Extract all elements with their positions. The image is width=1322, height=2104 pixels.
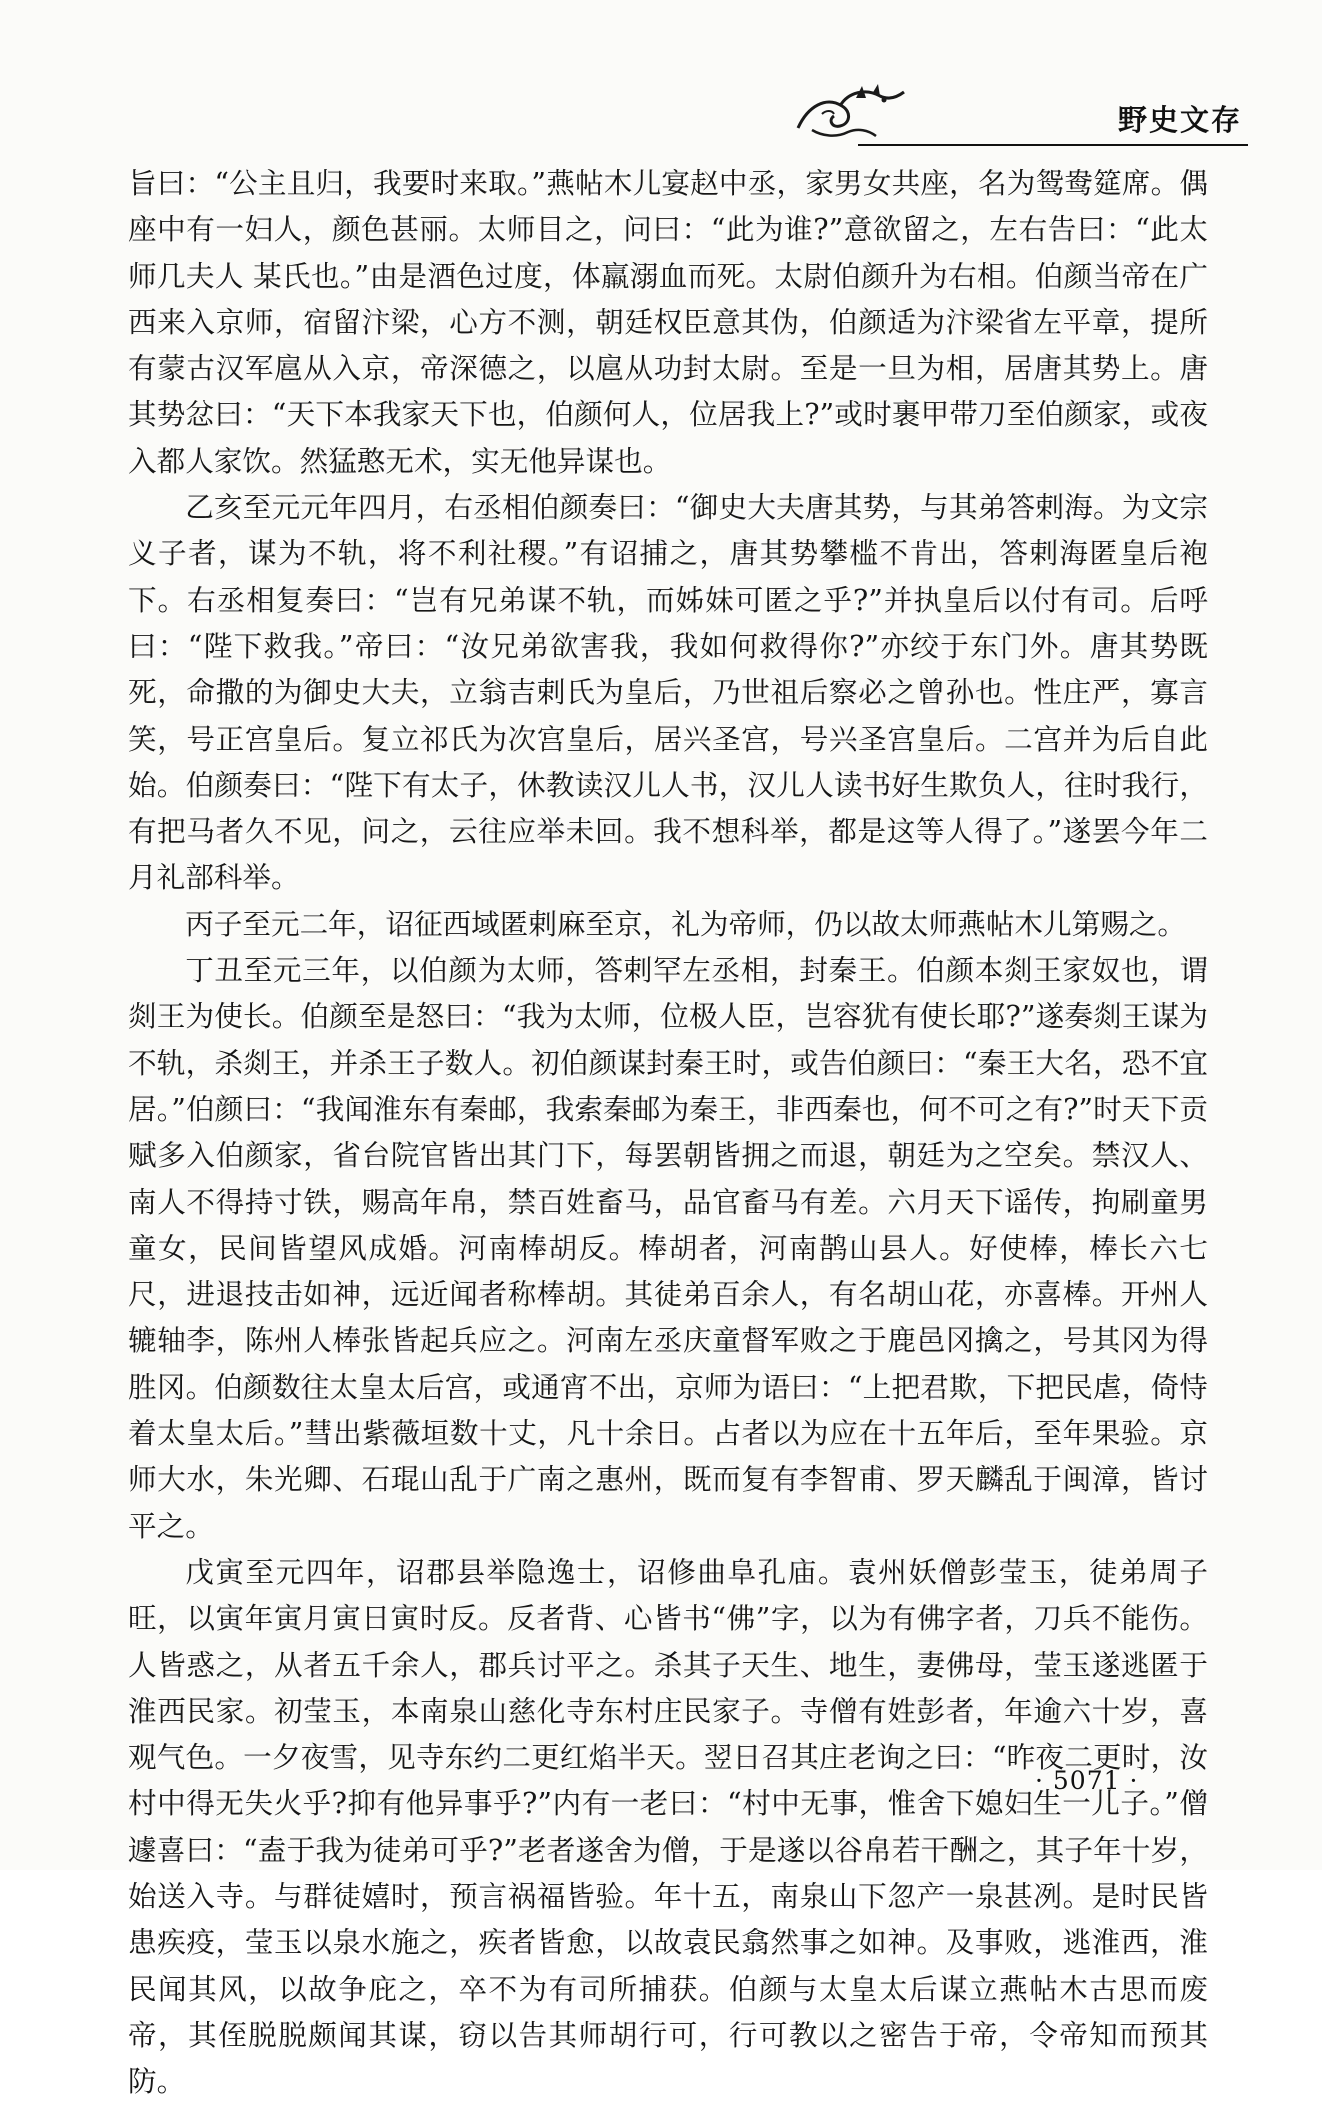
paragraph: 乙亥至元元年四月，右丞相伯颜奏曰：“御史大夫唐其势，与其弟答剌海。为文宗义子者，谋为不轨，将不利社稷。”有诏捕之，唐其势攀槛不肯出，答剌海匿皇后袍下。右丞相复奏曰：“岂有兄弟谋不轨，而姊妹可匿之乎?”并执皇后以付有司。后呼曰：“陛下救我。”帝曰：“汝兄弟欲害我，我如何救得你?”亦绞于东门外。唐其势既死，命撒的为御史大夫，立翁吉剌氏为皇后，乃世祖后察必之曾孙也。性庄严，寡言笑，号正宫皇后。复立祁氏为次宫皇后，居兴圣宫，号兴圣宫皇后。二宫并为后自此始。伯颜奏曰：“陛下有太子，休教读汉儿人书，汉儿人读书好生欺负人，往时我行，有把马者久不见，问之，云往应举未回。我不想科举，都是这等人得了。”遂罢今年二月礼部科举。 xyxy=(128,490,1208,895)
running-header-title: 野史文存 xyxy=(1117,103,1242,137)
page-header xyxy=(768,84,1248,144)
paragraph: 旨曰：“公主且归，我要时来取。”燕帖木儿宴赵中丞，家男女共座，名为鸳鸯筵席。偶座中有一妇人，颜色甚丽。太师目之，问曰：“此为谁?”意欲留之，左右告曰：“此太师几夫人 某氏也。”由是酒色过度，体羸溺血而死。太尉伯颜升为右相。伯颜当帝在广西来入京师，宿留汴梁，心方不测，朝廷权臣意其伪，伯颜适为汴梁省左平章，提所有蒙古汉军扈从入京，帝深德之，以扈从功封太尉。至是一旦为相，居唐其势上。唐其势忿曰：“天下本我家天下也，伯颜何人，位居我上?”或时裹甲带刀至伯颜家，或夜入都人家饮。然猛憨无术，实无他异谋也。 xyxy=(128,166,1208,478)
page-number: · 5071 · xyxy=(1035,1766,1139,1795)
dragon-ornament-icon xyxy=(792,84,912,142)
body-text xyxy=(128,160,1208,2104)
paragraph: 丁丑至元三年，以伯颜为太师，答剌罕左丞相，封秦王。伯颜本剡王家奴也，谓剡王为使长。伯颜至是怒曰：“我为太师，位极人臣，岂容犹有使长耶?”遂奏剡王谋为不轨，杀剡王，并杀王子数人。初伯颜谋封秦王时，或告伯颜曰：“秦王大名，恐不宜居。”伯颜曰：“我闻淮东有秦邮，我索秦邮为秦王，非西秦也，何不可之有?”时天下贡赋多入伯颜家，省台院官皆出其门下，每罢朝皆拥之而退，朝廷为之空矣。禁汉人、南人不得持寸铁，赐高年帛，禁百姓畜马，品官畜马有差。六月天下谣传，拘刷童男童女，民间皆望风成婚。河南棒胡反。棒胡者，河南鹊山县人。好使棒，棒长六七尺，进退技击如神，远近闻者称棒胡。其徒弟百余人，有名胡山花，亦喜棒。开州人辘轴李，陈州人棒张皆起兵应之。河南左丞庆童督军败之于鹿邑冈擒之，号其冈为得胜冈。伯颜数往太皇太后宫，或通宵不出，京师为语曰：“上把君欺，下把民虐，倚恃着太皇太后。”彗出紫薇垣数十丈，凡十余日。占者以为应在十五年后，至年果验。京师大水，朱光卿、石琨山乱于广南之惠州，既而复有李智甫、罗天麟乱于闽漳，皆讨平之。 xyxy=(128,953,1208,1543)
header-rule xyxy=(858,144,1248,146)
paragraph: 丙子至元二年，诏征西域匿剌麻至京，礼为帝师，仍以故太师燕帖木儿第赐之。 xyxy=(185,906,1186,941)
paragraph: 戊寅至元四年，诏郡县举隐逸士，诏修曲阜孔庙。袁州妖僧彭莹玉，徒弟周子旺，以寅年寅月寅日寅时反。反者背、心皆书“佛”字，以为有佛字者，刀兵不能伤。人皆惑之，从者五千余人，郡兵讨平之。杀其子天生、地生，妻佛母，莹玉遂逃匿于淮西民家。初莹玉，本南泉山慈化寺东村庄民家子。寺僧有姓彭者，年逾六十岁，喜观气色。一夕夜雪，见寺东约二更红焰半天。翌日召其庄老询之曰：“昨夜二更时，汝村中得无失火乎?抑有他异事乎?”内有一老曰：“村中无事，惟舍下媳妇生一儿子。”僧遽喜曰：“盍于我为徒弟可乎?”老者遂舍为僧，于是遂以谷帛若干酬之，其子年十岁，始送入寺。与群徒嬉时，预言祸福皆验。年十五，南泉山下忽产一泉甚冽。是时民皆患疾疫，莹玉以泉水施之，疾者皆愈，以故袁民翕然事之如神。及事败，逃淮西，淮民闻其风，以故争庇之，卒不为有司所捕获。伯颜与太皇太后谋立燕帖木古思而废帝，其侄脱脱颇闻其谋，窃以告其师胡行可，行可教以之密告于帝，令帝知而预其防。 xyxy=(128,1554,1208,2099)
